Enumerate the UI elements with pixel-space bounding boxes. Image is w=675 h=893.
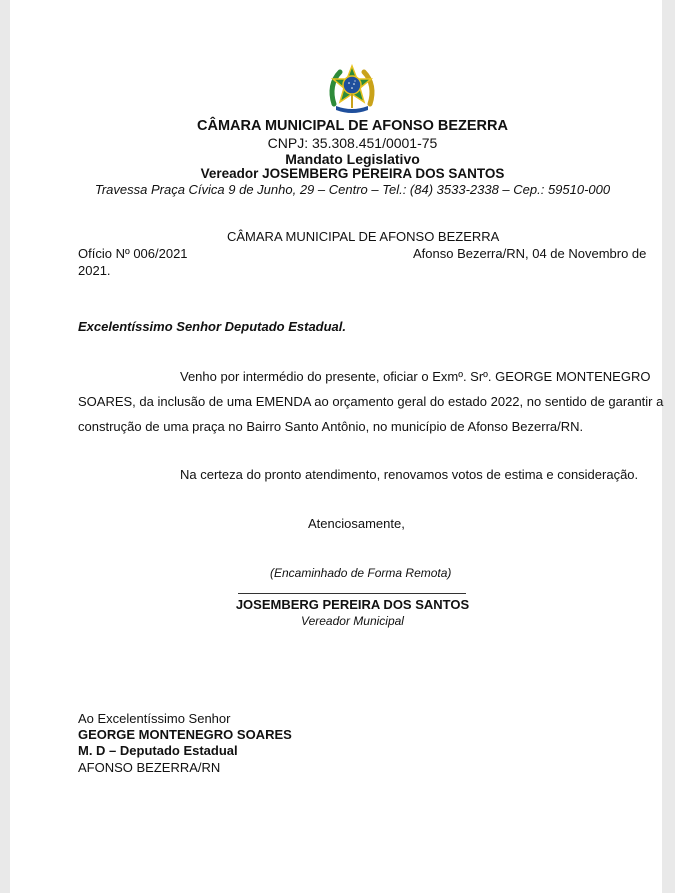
paragraph-1-line-2: SOARES, da inclusão de uma EMENDA ao orçamento geral do estado 2022, no sentido de garantir a — [78, 394, 664, 409]
signatory-role: Vereador Municipal — [301, 614, 404, 628]
institution-title: CÂMARA MUNICIPAL DE AFONSO BEZERRA — [197, 118, 508, 134]
address-line: Travessa Praça Cívica 9 de Junho, 29 – Centro – Tel.: (84) 3533-2338 – Cep.: 59510-000 — [94, 182, 611, 197]
sub-institution: CÂMARA MUNICIPAL DE AFONSO BEZERRA — [227, 229, 500, 244]
date-line: Afonso Bezerra/RN, 04 de Novembro de — [413, 246, 647, 261]
recipient-title: M. D – Deputado Estadual — [78, 743, 238, 758]
paragraph-2: Na certeza do pronto atendimento, renovamos votos de estima e consideração. — [180, 467, 639, 482]
oficio-number: Ofício Nº 006/2021 — [78, 246, 188, 261]
recipient-city: AFONSO BEZERRA/RN — [78, 760, 221, 775]
remote-note: (Encaminhado de Forma Remota) — [270, 566, 452, 580]
salutation: Excelentíssimo Senhor Deputado Estadual. — [78, 319, 347, 334]
mandate-line: Mandato Legislativo — [285, 151, 420, 167]
coat-of-arms-icon — [328, 64, 376, 114]
signatory-name: JOSEMBERG PEREIRA DOS SANTOS — [235, 597, 470, 612]
recipient-line-1: Ao Excelentíssimo Senhor — [78, 711, 231, 726]
councilor-line: Vereador JOSEMBERG PEREIRA DOS SANTOS — [200, 166, 505, 181]
closing: Atenciosamente, — [308, 516, 405, 531]
paragraph-1-line-3: construção de uma praça no Bairro Santo Antônio, no município de Afonso Bezerra/RN. — [78, 419, 584, 434]
date-line-year: 2021. — [78, 263, 111, 278]
paragraph-1-line-1: Venho por intermédio do presente, oficiar o Exmº. Srº. GEORGE MONTENEGRO — [180, 369, 651, 384]
recipient-name: GEORGE MONTENEGRO SOARES — [78, 727, 292, 742]
signature-line — [238, 593, 466, 594]
document-page — [10, 0, 662, 893]
cnpj-line: CNPJ: 35.308.451/0001-75 — [267, 135, 438, 151]
